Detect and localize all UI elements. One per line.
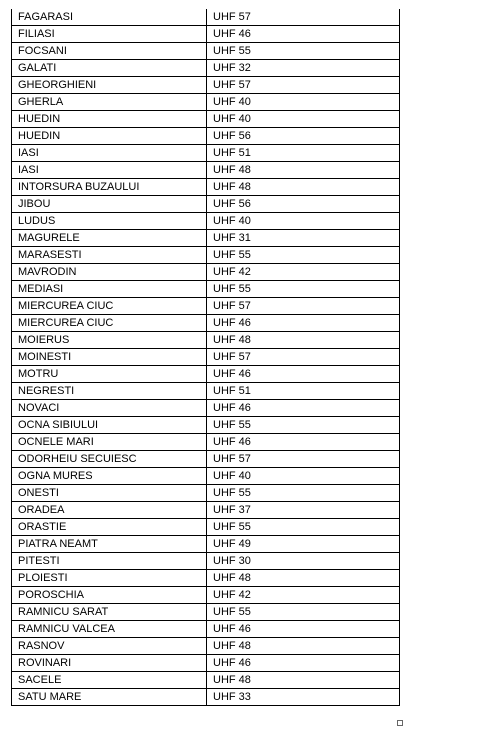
channel-cell: UHF 48 bbox=[207, 162, 400, 179]
table-row bbox=[12, 434, 400, 451]
table-row bbox=[12, 655, 400, 672]
table-row bbox=[12, 604, 400, 621]
city-cell: MOIERUS bbox=[12, 332, 207, 349]
channel-cell: UHF 57 bbox=[207, 77, 400, 94]
table-row bbox=[12, 553, 400, 570]
table-row bbox=[12, 43, 400, 60]
city-cell: POROSCHIA bbox=[12, 587, 207, 604]
table-row bbox=[12, 587, 400, 604]
city-cell: SACELE bbox=[12, 672, 207, 689]
city-cell: RAMNICU SARAT bbox=[12, 604, 207, 621]
channel-cell: UHF 55 bbox=[207, 604, 400, 621]
channel-cell: UHF 40 bbox=[207, 94, 400, 111]
channel-cell: UHF 51 bbox=[207, 383, 400, 400]
channel-cell: UHF 55 bbox=[207, 281, 400, 298]
table-row bbox=[12, 349, 400, 366]
table-row bbox=[12, 400, 400, 417]
table-row bbox=[12, 468, 400, 485]
city-cell: MIERCUREA CIUC bbox=[12, 298, 207, 315]
city-cell: ROVINARI bbox=[12, 655, 207, 672]
table-row bbox=[12, 332, 400, 349]
city-cell: GHEORGHIENI bbox=[12, 77, 207, 94]
city-cell: RAMNICU VALCEA bbox=[12, 621, 207, 638]
city-cell: OGNA MURES bbox=[12, 468, 207, 485]
city-cell: MOTRU bbox=[12, 366, 207, 383]
channel-cell: UHF 55 bbox=[207, 519, 400, 536]
channel-cell: UHF 57 bbox=[207, 9, 400, 26]
city-cell: FOCSANI bbox=[12, 43, 207, 60]
channel-cell: UHF 57 bbox=[207, 451, 400, 468]
channel-cell: UHF 40 bbox=[207, 468, 400, 485]
city-cell: MAVRODIN bbox=[12, 264, 207, 281]
table-row bbox=[12, 621, 400, 638]
channel-cell: UHF 46 bbox=[207, 434, 400, 451]
channel-cell: UHF 46 bbox=[207, 400, 400, 417]
city-cell: INTORSURA BUZAULUI bbox=[12, 179, 207, 196]
channel-cell: UHF 46 bbox=[207, 366, 400, 383]
channel-cell: UHF 57 bbox=[207, 298, 400, 315]
city-cell: SATU MARE bbox=[12, 689, 207, 706]
table-row bbox=[12, 179, 400, 196]
channel-cell: UHF 32 bbox=[207, 60, 400, 77]
table-row bbox=[12, 162, 400, 179]
city-cell: MOINESTI bbox=[12, 349, 207, 366]
table-row bbox=[12, 26, 400, 43]
city-cell: ONESTI bbox=[12, 485, 207, 502]
table-row bbox=[12, 196, 400, 213]
table-row bbox=[12, 264, 400, 281]
city-cell: MIERCUREA CIUC bbox=[12, 315, 207, 332]
table-row bbox=[12, 77, 400, 94]
city-cell: ODORHEIU SECUIESC bbox=[12, 451, 207, 468]
city-cell: PLOIESTI bbox=[12, 570, 207, 587]
table-row bbox=[12, 213, 400, 230]
city-cell: RASNOV bbox=[12, 638, 207, 655]
city-cell: ORADEA bbox=[12, 502, 207, 519]
channel-cell: UHF 56 bbox=[207, 196, 400, 213]
table-row bbox=[12, 145, 400, 162]
channel-cell: UHF 51 bbox=[207, 145, 400, 162]
channel-cell: UHF 49 bbox=[207, 536, 400, 553]
table-end-marker-icon bbox=[397, 720, 403, 726]
channel-cell: UHF 40 bbox=[207, 213, 400, 230]
channel-cell: UHF 37 bbox=[207, 502, 400, 519]
city-cell: MAGURELE bbox=[12, 230, 207, 247]
table-row bbox=[12, 672, 400, 689]
channel-cell: UHF 55 bbox=[207, 247, 400, 264]
city-cell: LUDUS bbox=[12, 213, 207, 230]
table-row bbox=[12, 94, 400, 111]
city-cell: NOVACI bbox=[12, 400, 207, 417]
city-cell: ORASTIE bbox=[12, 519, 207, 536]
table-row bbox=[12, 383, 400, 400]
channel-cell: UHF 42 bbox=[207, 264, 400, 281]
channel-cell: UHF 57 bbox=[207, 349, 400, 366]
table-row bbox=[12, 485, 400, 502]
channel-cell: UHF 42 bbox=[207, 587, 400, 604]
table-row bbox=[12, 502, 400, 519]
city-cell: IASI bbox=[12, 145, 207, 162]
city-cell: FILIASI bbox=[12, 26, 207, 43]
city-cell: NEGRESTI bbox=[12, 383, 207, 400]
city-cell: HUEDIN bbox=[12, 111, 207, 128]
table-row bbox=[12, 298, 400, 315]
channel-table-body bbox=[12, 9, 400, 706]
table-row bbox=[12, 519, 400, 536]
city-cell: HUEDIN bbox=[12, 128, 207, 145]
table-row bbox=[12, 128, 400, 145]
city-cell: FAGARASI bbox=[12, 9, 207, 26]
channel-cell: UHF 55 bbox=[207, 417, 400, 434]
table-row bbox=[12, 60, 400, 77]
channel-cell: UHF 46 bbox=[207, 26, 400, 43]
city-cell: JIBOU bbox=[12, 196, 207, 213]
channel-cell: UHF 48 bbox=[207, 179, 400, 196]
channel-cell: UHF 48 bbox=[207, 638, 400, 655]
table-row bbox=[12, 247, 400, 264]
city-cell: IASI bbox=[12, 162, 207, 179]
city-cell: OCNA SIBIULUI bbox=[12, 417, 207, 434]
channel-cell: UHF 48 bbox=[207, 570, 400, 587]
table-row bbox=[12, 281, 400, 298]
city-cell: PIATRA NEAMT bbox=[12, 536, 207, 553]
table-row bbox=[12, 230, 400, 247]
table-row bbox=[12, 570, 400, 587]
channel-cell: UHF 30 bbox=[207, 553, 400, 570]
table-row bbox=[12, 366, 400, 383]
city-cell: GHERLA bbox=[12, 94, 207, 111]
table-row bbox=[12, 111, 400, 128]
city-cell: MARASESTI bbox=[12, 247, 207, 264]
channel-cell: UHF 48 bbox=[207, 332, 400, 349]
city-cell: GALATI bbox=[12, 60, 207, 77]
channel-cell: UHF 46 bbox=[207, 655, 400, 672]
channel-cell: UHF 55 bbox=[207, 485, 400, 502]
channel-cell: UHF 33 bbox=[207, 689, 400, 706]
table-row bbox=[12, 315, 400, 332]
channel-table bbox=[11, 9, 400, 706]
table-row bbox=[12, 9, 400, 26]
city-cell: PITESTI bbox=[12, 553, 207, 570]
table-row bbox=[12, 451, 400, 468]
channel-cell: UHF 48 bbox=[207, 672, 400, 689]
channel-cell: UHF 56 bbox=[207, 128, 400, 145]
channel-cell: UHF 40 bbox=[207, 111, 400, 128]
table-row bbox=[12, 536, 400, 553]
city-cell: MEDIASI bbox=[12, 281, 207, 298]
table-row bbox=[12, 689, 400, 706]
city-cell: OCNELE MARI bbox=[12, 434, 207, 451]
channel-cell: UHF 55 bbox=[207, 43, 400, 60]
channel-cell: UHF 46 bbox=[207, 621, 400, 638]
table-row bbox=[12, 638, 400, 655]
channel-cell: UHF 46 bbox=[207, 315, 400, 332]
table-row bbox=[12, 417, 400, 434]
channel-cell: UHF 31 bbox=[207, 230, 400, 247]
